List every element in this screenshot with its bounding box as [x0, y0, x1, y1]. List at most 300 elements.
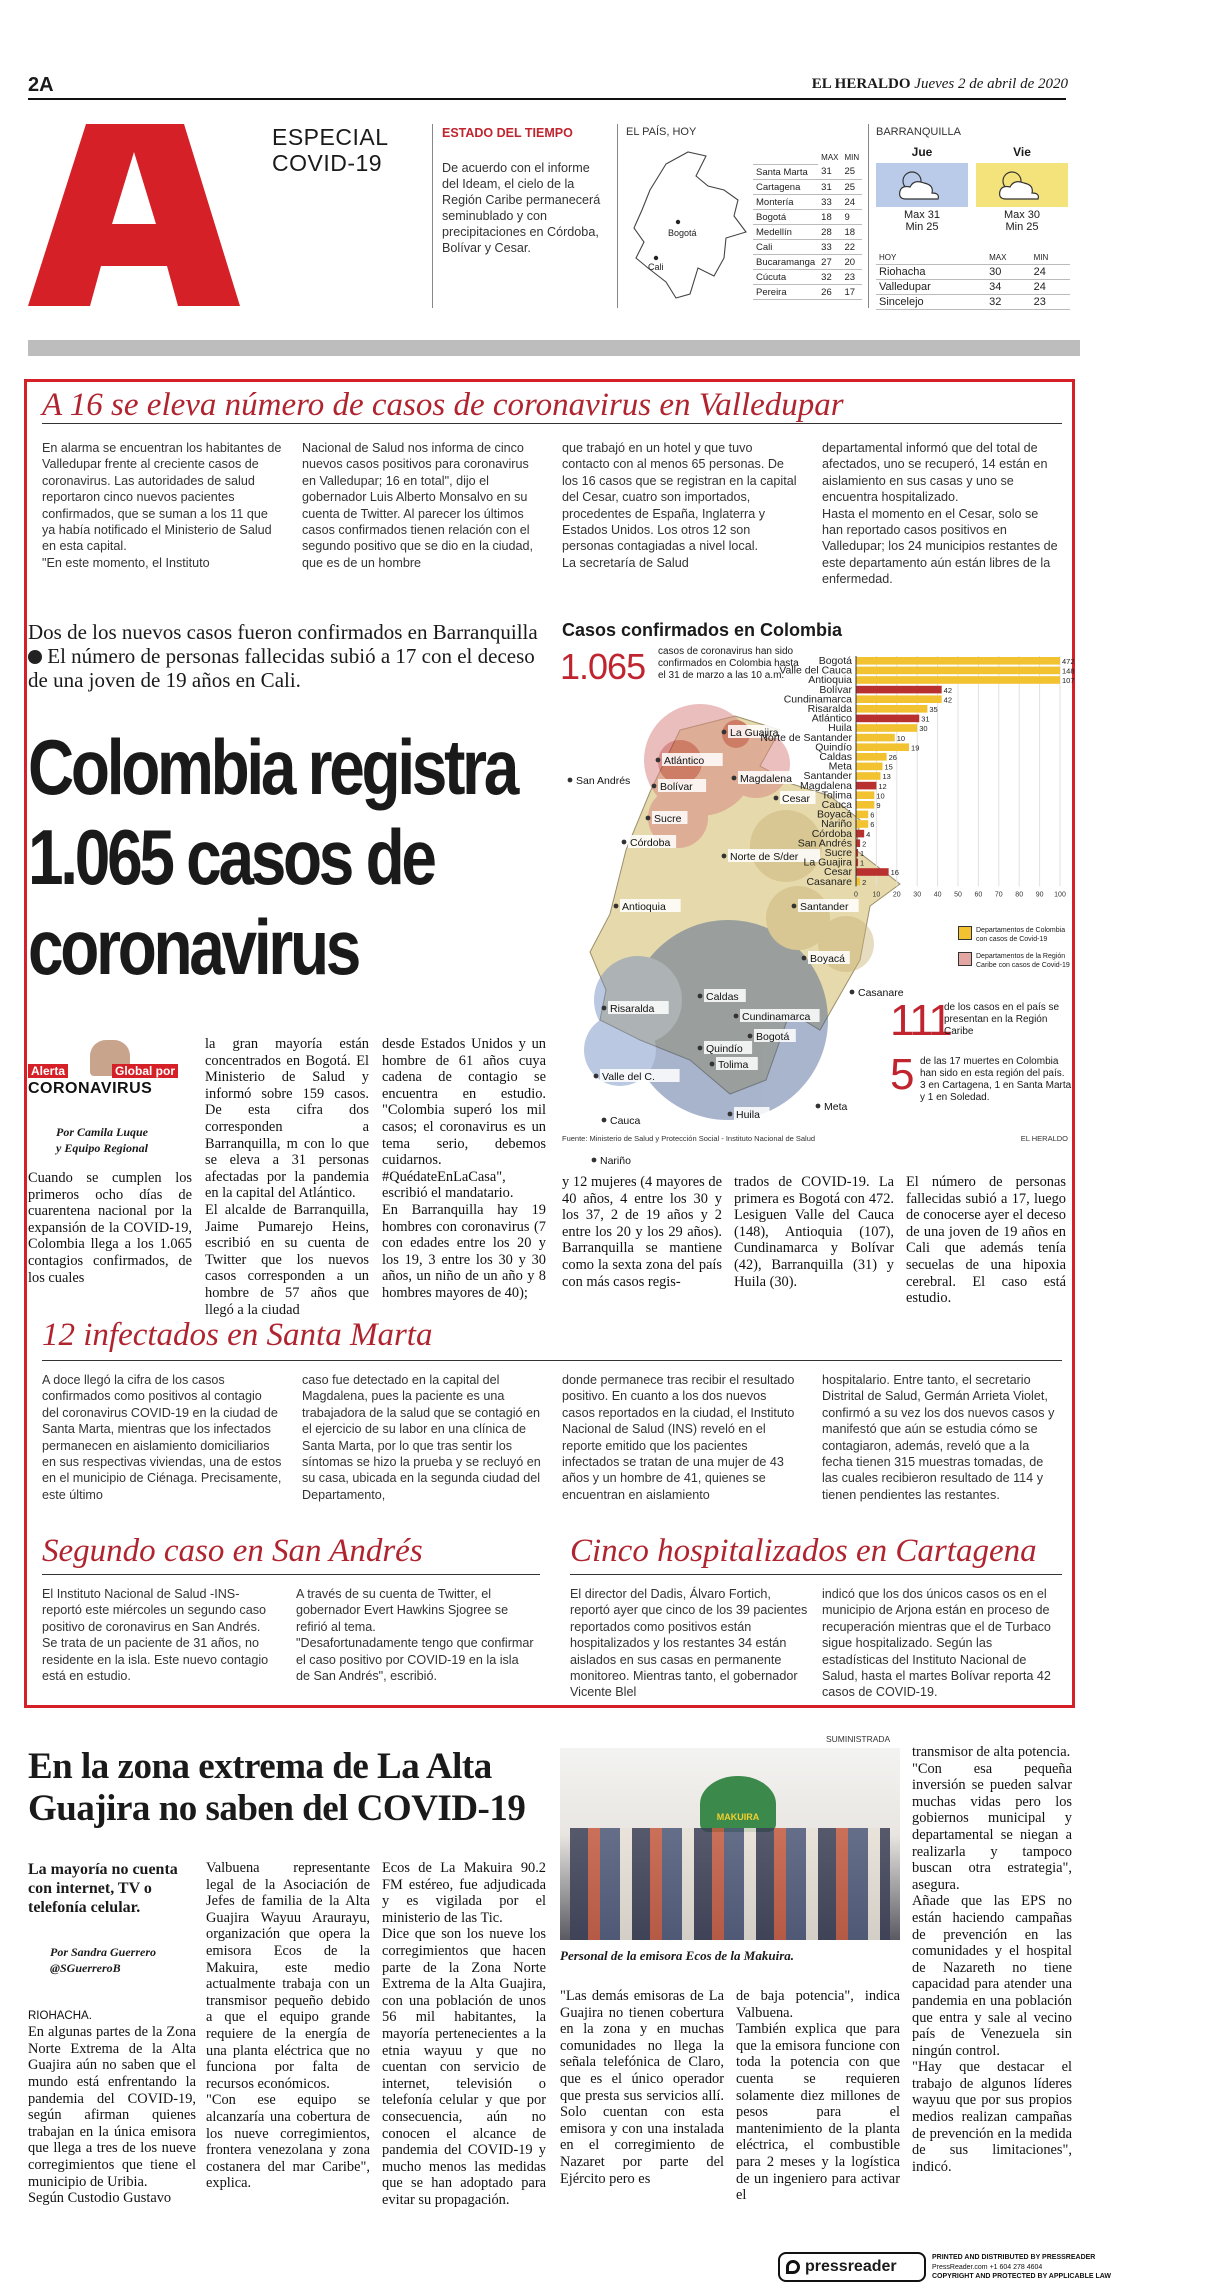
map-point	[698, 994, 703, 999]
category-label: Sucre	[824, 847, 852, 859]
value-label: 26	[888, 753, 897, 762]
sanandres-title: Segundo caso en San Andrés	[42, 1533, 423, 1569]
stat1	[890, 996, 1072, 1046]
city-min: 24	[842, 195, 863, 210]
city-row	[753, 225, 862, 240]
region-max: 32	[986, 295, 1030, 310]
main-byline-2: y Equipo Regional	[56, 1141, 149, 1155]
category-label: Meta	[828, 760, 852, 773]
bar	[856, 667, 1060, 675]
category-label: Boyacá	[816, 808, 852, 821]
map-point	[614, 904, 619, 909]
city-min: 22	[842, 240, 863, 255]
category-label: Valle del Cauca	[779, 664, 852, 677]
section-label	[272, 124, 389, 176]
city-min: 9	[842, 210, 863, 225]
category-label: Bogotá	[818, 655, 852, 667]
badge-alerta: Alerta	[28, 1064, 68, 1078]
map-point	[748, 1034, 753, 1039]
value-label: 12	[878, 781, 887, 791]
value-label: 6	[870, 810, 875, 820]
guajira-deck: La mayoría no cuenta con internet, TV o telefonía celular.	[28, 1861, 178, 1916]
value-label: 15	[884, 762, 893, 772]
city-name: Cúcuta	[753, 270, 818, 285]
city-row	[753, 180, 862, 195]
value-label: 6	[870, 820, 875, 830]
guajira-byline	[50, 1944, 156, 1976]
bar	[856, 686, 942, 694]
valledupar-rule	[42, 423, 1062, 424]
map-point	[850, 990, 855, 995]
map-point	[698, 1046, 703, 1051]
map-point	[734, 1014, 739, 1019]
valledupar-col-4: departamental informó que del total de afectados, uno se recuperó, 14 están en aislamiento en sus casas y uno se encuentra hospitalizado. Hasta el momento en el Cesar, solo se han reportado casos positivos en Valledupar; los 24 municipios restantes de este departamento aún están libres de la enfermedad.	[822, 441, 1058, 587]
infographic-title: Casos confirmados en Colombia	[562, 620, 843, 640]
value-label: 4	[866, 829, 871, 839]
city-name: Cali	[753, 240, 818, 255]
bar	[856, 743, 909, 751]
region-max: 30	[986, 265, 1030, 280]
value-label: 10	[896, 733, 906, 743]
bar	[856, 676, 1060, 684]
value-label: 472	[1062, 657, 1075, 666]
map-point	[722, 854, 727, 859]
value-label: 31	[921, 714, 930, 724]
map-label: Quindío	[706, 1043, 743, 1055]
guajira-col-1	[28, 1990, 196, 2207]
bar	[856, 820, 868, 828]
map-label: Meta	[824, 1101, 848, 1113]
map-label: San Andrés	[576, 775, 631, 787]
bar	[856, 782, 876, 790]
city-max: 26	[818, 285, 841, 300]
city-max: 27	[818, 255, 841, 270]
bar	[856, 878, 860, 886]
stat1-text: de los casos en el país se presentan en la Región Caribe	[944, 1002, 1060, 1037]
map-point	[602, 1118, 607, 1123]
guajira-col-6: transmisor de alta potencia. "Con esa pequeña inversión se pueden salvar muchas vidas pero los gobiernos municipal y departamental se niegan a realizarla y tampoco buscan otra estrategia", asegura. Añade que las EPS no están haciendo campañas de prevención en las comunidades y el hospital de Nazareth no tiene capacidad para atender una pandemia en una población que entra y sale al vecino país de Venezuela sin ningún control. "Hay que destacar el trabajo de algunos líderes wayuu que por sus propios medios realizan campañas de prevención en la medida de sus limitaciones", indicó.	[912, 1744, 1072, 2175]
region-header-hoy: HOY	[876, 250, 986, 265]
forecast-day-2-min: Min 25	[1005, 221, 1039, 233]
category-label: Santander	[803, 770, 852, 783]
category-label: Córdoba	[811, 827, 852, 840]
bullet-icon	[28, 650, 42, 664]
photo-caption: Personal de la emisora Ecos de la Makuira.	[560, 1948, 795, 1963]
map-label: Cundinamarca	[742, 1011, 811, 1023]
x-tick-label: 0	[854, 891, 858, 899]
forecast-day-1-min: Min 25	[905, 221, 939, 233]
x-tick-label: 70	[994, 891, 1003, 899]
guajira-dateline: RIOHACHA.	[28, 2009, 92, 2022]
city-row	[753, 195, 862, 210]
category-label: Cesar	[823, 866, 852, 879]
map-label: Atlántico	[664, 755, 705, 767]
forecast-day-1	[876, 145, 968, 235]
value-label: 10	[876, 791, 885, 801]
map-label: Huila	[736, 1109, 760, 1121]
photo-credit: SUMINISTRADA	[826, 1734, 891, 1744]
map-point	[602, 1006, 607, 1011]
map-label: Bogotá	[756, 1031, 790, 1043]
value-label: 1	[860, 858, 865, 868]
legend-item-caribbean	[958, 952, 1070, 970]
main-byline-1: Por Camila Luque	[56, 1125, 149, 1139]
city-max: 31	[818, 165, 841, 180]
guajira-col-1-text: En algunas partes de la Zona Norte Extrema de la Alta Guajira aún no saben que el mundo está enfrentando la pandemia del COVID-19, según afirman quienes trabajan en la única emisora que llega a tres de los nueve corregimientos que tiene el municipio de Uribia. Según Custodio Gustavo	[28, 2024, 196, 2207]
city-name: Medellín	[753, 225, 818, 240]
bar	[856, 791, 874, 799]
cartagena-title: Cinco hospitalizados en Cartagena	[570, 1533, 1037, 1569]
region-row	[876, 280, 1070, 295]
legend	[958, 926, 1070, 970]
x-tick-label: 50	[954, 891, 962, 899]
category-label: Cauca	[821, 799, 852, 811]
cartagena-rule	[570, 1574, 1062, 1575]
pressreader-notice-2: PressReader.com +1 604 278 4604	[932, 2263, 1043, 2271]
category-label: Antioquia	[808, 674, 852, 687]
legend-label-national: Departamentos de Colombia con casos de Covid-19	[976, 927, 1066, 943]
header-divider-1	[432, 124, 433, 308]
city-min: 20	[842, 255, 863, 270]
map-point	[568, 778, 573, 783]
region-city: Sincelejo	[876, 295, 986, 310]
value-label: 9	[876, 801, 881, 810]
region-weather-table	[876, 250, 1070, 310]
city-name: Montería	[753, 195, 818, 210]
city-min: 23	[842, 270, 863, 285]
stat2-number: 5	[890, 1050, 915, 1099]
bar	[856, 657, 1060, 665]
alerta-badge	[28, 1040, 196, 1100]
country-weather-title: EL PAÍS, HOY	[626, 126, 697, 138]
stat2-text: de las 17 muertes en Colombia han sido en esta región del país. 3 en Cartagena, 1 en Santa Marta y 1 en Soledad.	[920, 1056, 1072, 1103]
header-rule	[28, 98, 1066, 100]
cloudy-icon	[876, 163, 968, 207]
forecast-day-2-max: Max 30	[1003, 209, 1041, 221]
header-divider-2	[617, 124, 618, 308]
x-tick-label: 80	[1015, 891, 1024, 899]
bar	[856, 801, 874, 809]
valledupar-col-2: Nacional de Salud nos informa de cinco nuevos casos positivos para coronavirus en Valledupar; 16 en total", dijo el gobernador Luis Alberto Monsalvo en su cuenta de Twitter. Al parecer los últimos casos confirmados tienen relación con el segundo positivo que se dio en la ciudad, que es de un hombre	[302, 441, 534, 570]
colombia-outline-map	[626, 146, 751, 306]
value-label: 42	[943, 695, 953, 705]
region-row	[876, 295, 1070, 310]
bar	[856, 705, 927, 713]
map-label: Casanare	[858, 987, 904, 999]
value-label: 107	[1062, 676, 1075, 686]
bar	[856, 715, 919, 723]
city-name: Bogotá	[753, 210, 818, 225]
city-name: Cartagena	[753, 180, 818, 195]
local-weather-title: BARRANQUILLA	[876, 126, 961, 138]
map-point	[722, 730, 727, 735]
bar	[856, 734, 895, 742]
main-headline-1: Colombia registra	[28, 723, 517, 811]
pressreader-notice-1: PRINTED AND DISTRIBUTED BY PRESSREADER	[932, 2254, 1096, 2261]
map-label: Norte de S/der	[730, 851, 799, 863]
map-label: Magdalena	[740, 773, 792, 785]
newspaper-name: EL HERALDO	[811, 76, 911, 92]
map-label: Córdoba	[630, 837, 671, 849]
sun-cloud-icon-2	[976, 163, 1068, 207]
guajira-col-3: Ecos de La Makuira 90.2 FM estéreo, fue adjudicada y es vigilada por el ministerio de las Tic. Dice que son los nueve los corregimientos que hacen parte de la Zona Norte Extrema de la Alta Guajira, con una población de unos 56 mil habitantes, la mayoría pertenecientes a la etnia wayuu y que no cuentan con servicio de internet, televisión o telefonía celular y que por consecuencia, aún no conocen el alcance de pandemia del COVID-19 y mucho menos las medidas que se han adoptado para evitar su propagación.	[382, 1860, 546, 2208]
x-tick-label: 90	[1035, 891, 1044, 899]
city-name: Bucaramanga	[753, 255, 818, 270]
map-label: Valle del C.	[602, 1071, 655, 1083]
country-weather-table	[753, 150, 862, 300]
pressreader-notice	[932, 2253, 1111, 2282]
region-header-max: MAX	[986, 250, 1030, 265]
guajira-headline-1: En la zona extrema de La Alta	[28, 1746, 492, 1787]
map-point	[816, 1104, 821, 1109]
main-headline-2: 1.065 casos de	[28, 813, 434, 901]
value-label: 19	[911, 743, 920, 753]
main-byline	[56, 1124, 148, 1156]
bar	[856, 839, 860, 847]
map-point	[594, 1074, 599, 1079]
section-letter-logo	[28, 124, 240, 306]
guajira-col-4: "Las demás emisoras de La Guajira no tienen cobertura en la zona y en muchas comunidades no llega la señala telefónica de Claro, que es el único operador que presta sus servicios allí. Solo cuentan con esta emisora y con una instalada en el corregimiento de Nazaret por parte del Ejército pero es	[560, 1988, 724, 2187]
category-label: Huila	[828, 722, 852, 735]
region-city: Riohacha	[876, 265, 986, 280]
region-min: 24	[1031, 265, 1070, 280]
map-label: Nariño	[600, 1155, 631, 1167]
city-max: 33	[818, 195, 841, 210]
x-tick-label: 60	[974, 891, 983, 899]
map-label: Sucre	[654, 813, 682, 825]
santamarta-col-2: caso fue detectado en la capital del Magdalena, pues la paciente es una trabajadora de la salud que se contagió en el ejercicio de su labor en una clínica de Santa Marta, por lo que tras sentir los síntomas se hizo la prueba y se recluyó en su casa, ubicada en la segunda ciudad del Departamento,	[302, 1373, 541, 1502]
main-headline	[28, 722, 517, 992]
main-col-4: y 12 mujeres (4 mayores de 40 años, 4 entre los 30 y los 37, 2 de 19 años y 2 entre los 20 y los 29 años). Barranquilla se mantiene como la sexta zona del país con más casos regis-	[562, 1174, 722, 1290]
map-point	[622, 840, 627, 845]
bar	[856, 724, 917, 732]
city-min: 25	[842, 165, 863, 180]
map-label: Caldas	[706, 991, 739, 1003]
people-group	[570, 1828, 890, 1940]
map-label-cali: Cali	[648, 262, 664, 272]
region-row	[876, 265, 1070, 280]
bar	[856, 763, 883, 771]
category-label: Risaralda	[807, 703, 852, 715]
bar	[856, 695, 942, 703]
x-tick-label: 100	[1054, 891, 1066, 899]
category-label: Atlántico	[811, 712, 852, 725]
city-max: 28	[818, 225, 841, 240]
value-label: 148	[1062, 666, 1075, 676]
map-point	[646, 816, 651, 821]
infographic-big-text: casos de coronavirus han sido confirmados en Colombia hasta el 31 de marzo a las 10 a.m.	[658, 646, 799, 681]
map-point	[802, 956, 807, 961]
forecast-day-1-name: Jue	[911, 145, 933, 159]
stat2	[890, 1050, 1072, 1116]
infographic-source: Fuente: Ministerio de Salud y Protección Social - Instituto Nacional de Salud	[562, 1134, 816, 1143]
guajira-byline-1: Por Sandra Guerrero	[50, 1945, 157, 1959]
map-label: Risaralda	[610, 1003, 655, 1015]
main-deck	[28, 620, 548, 692]
pressreader-logo[interactable]	[778, 2252, 926, 2282]
category-label: Quindío	[815, 741, 852, 754]
issue-date: Jueves 2 de abril de 2020	[914, 76, 1068, 92]
category-label: Magdalena	[800, 779, 852, 792]
category-label: Bolívar	[819, 683, 852, 696]
region-header-min: MIN	[1031, 250, 1070, 265]
infographic-big-number: 1.065	[560, 646, 646, 687]
valledupar-title: A 16 se eleva número de casos de coronavirus en Valledupar	[42, 387, 844, 423]
region-min: 24	[1031, 280, 1070, 295]
region-max: 34	[986, 280, 1030, 295]
value-label: 16	[890, 868, 899, 878]
category-label: Nariño	[821, 818, 852, 831]
infographic	[560, 620, 1075, 1167]
region-min: 23	[1031, 295, 1070, 310]
bar	[856, 811, 868, 819]
weather-text: De acuerdo con el informe del Ideam, el cielo de la Región Caribe permanecerá seminublado y con precipitaciones en Córdoba, Bolívar y Cesar.	[442, 161, 601, 255]
value-label: 13	[882, 772, 891, 782]
valledupar-col-1: En alarma se encuentran los habitantes de Valledupar frente al creciente casos de coronavirus. Las autoridades de salud reportaron cinco nuevos pacientes confirmados, que se suman a los 11 que ya había notificado el Ministerio de Salud en esta capital. "En este momento, el Instituto	[42, 441, 282, 570]
city-max: 31	[818, 180, 841, 195]
map-label: Antioquia	[622, 901, 666, 913]
section-label-2: COVID-19	[272, 150, 383, 176]
x-tick-label: 40	[933, 891, 942, 899]
cartagena-col-2: indicó que los dos únicos casos os en el municipio de Arjona están en proceso de recuperación mientras que el de Turbaco sigue hospitalizado. Según las estadísticas del Instituto Nacional de Salud, hasta el martes Bolívar reporta 42 casos de COVID-19.	[822, 1587, 1051, 1700]
category-label: San Andrés	[797, 837, 852, 850]
map-point	[728, 1112, 733, 1117]
masthead-date	[812, 76, 1068, 93]
legend-swatch-national	[958, 926, 972, 940]
legend-label-caribbean: Departamentos de la Región Caribe con casos de Covid-19	[976, 953, 1070, 969]
guajira-headline	[28, 1746, 568, 1830]
region-city: Valledupar	[876, 280, 986, 295]
map-label-bogota: Bogotá	[668, 228, 697, 238]
sanandres-col-2: A través de su cuenta de Twitter, el gobernador Evert Hawkins Sjogree se refirió al tema. "Desafortunadamente tengo que confirmar el caso positivo por COVID-19 en la isla de San Andrés", escribió.	[296, 1587, 534, 1684]
main-col-5: trados de COVID-19. La primera es Bogotá con 472. Lesiguen Valle del Cauca (148), Antioquia (107), Cundinamarca y Bolívar (42), Barranquilla (31) y Huila (30).	[734, 1174, 894, 1290]
guajira-headline-2: Guajira no saben del COVID-19	[28, 1788, 526, 1829]
pressreader-notice-3: COPYRIGHT AND PROTECTED BY APPLICABLE LAW	[932, 2273, 1112, 2280]
value-label: 2	[862, 877, 867, 887]
legend-item-national	[958, 926, 1070, 944]
category-label: Caldas	[819, 751, 852, 763]
guajira-byline-2: @SGuerreroB	[50, 1961, 121, 1975]
value-label: 1	[860, 849, 865, 858]
cases-bar-chart	[730, 650, 1075, 920]
sanandres-col-1: El Instituto Nacional de Salud -INS- reportó este miércoles un segundo caso positivo de coronavirus en San Andrés. Se trata de un paciente de 31 años, no residente en la isla. Este nuevo contagio está en estudio.	[42, 1587, 269, 1684]
bar	[856, 753, 887, 761]
x-tick-label: 20	[892, 891, 901, 899]
x-tick-label: 30	[913, 891, 922, 899]
map-label: La Guajira	[730, 727, 779, 739]
city-min: 25	[842, 180, 863, 195]
main-headline-3: coronavirus	[28, 903, 359, 991]
city-row	[753, 285, 862, 300]
guajira-col-2: Valbuena representante legal de la Asociación de Jefes de familia de la Alta Guajira Wayuu Araurayu, organización que opera la emisora Ecos de la Makuira, este medio actualmente trabaja con un transmisor pequeño debido a que el equipo grande requiere de la energía de una planta eléctrica que no funciona por falta de recursos económicos. "Con ese equipo se alcanzaría una cobertura de los nueve corregimientos, frontera venezolana y zona costanera del mar Caribe", explica.	[206, 1860, 370, 2192]
santamarta-col-1: A doce llegó la cifra de los casos confirmados como positivos al contagio del coronavirus COVID-19 en la ciudad de Santa Marta, mientras que los infectados permanecen en aislamiento domiciliarios en sus respectivas viviendas, una de estos en el municipio de Ciénaga. Precisamente, este último	[42, 1373, 282, 1502]
main-deck-a: Dos de los nuevos casos fueron confirmados en Barranquilla	[28, 620, 538, 644]
pressreader-wordmark: pressreader	[805, 2258, 897, 2275]
badge-coronavirus: CORONAVIRUS	[28, 1080, 153, 1097]
city-row	[753, 240, 862, 255]
santamarta-col-3: donde permanece tras recibir el resultado positivo. En cuanto a los dos nuevos casos reportados en la ciudad, el Instituto Nacional de Salud (INS) reveló en el reporte emitido que los pacientes infectados se tratan de una mujer de 43 años y un hombre de 41, quienes se encuentran en aislamiento	[562, 1373, 795, 1502]
station-banner	[700, 1776, 776, 1832]
city-max: 32	[818, 270, 841, 285]
value-label: 42	[943, 685, 953, 695]
santamarta-title: 12 infectados en Santa Marta	[42, 1317, 433, 1353]
page-number: 2A	[28, 74, 54, 96]
main-col-3: desde Estados Unidos y un hombre de 61 años cuya cadena de contagio se encuentra en estudio. "Colombia superó los mil casos; el coronavirus es un tema serio, debemos cuidarnos. #QuédateEnLaCasa", escribió el mandatario. En Barranquilla hay 19 hombres con coronavirus (7 con edades entre los 20 y los 19, 3 entre los 30 y 30 años, un niño de un año y 8 hombres mayores de 40);	[382, 1036, 546, 1301]
city-row	[753, 165, 862, 180]
x-tick-label: 10	[872, 891, 881, 899]
station-banner-text: MAKUIRA	[716, 1812, 760, 1822]
main-col-1: Cuando se cumplen los primeros ocho días de cuarentena nacional por la expansión de la COVID-19, Colombia llega a los 1.065 contagios confirmados, de los cuales	[28, 1170, 192, 1286]
main-deck-b: El número de personas fallecidas subió a 17 con el deceso de una joven de 19 años en Cali.	[28, 644, 535, 692]
city-max: 18	[818, 210, 841, 225]
value-label: 2	[862, 839, 867, 849]
city-row	[753, 210, 862, 225]
legend-swatch-caribbean	[958, 952, 972, 966]
map-point	[710, 1062, 715, 1067]
stat1-number: 111	[890, 996, 951, 1045]
radio-staff-photo	[560, 1748, 900, 1940]
city-min: 18	[842, 225, 863, 240]
value-label: 35	[929, 705, 938, 714]
weather-title: ESTADO DEL TIEMPO	[442, 126, 573, 140]
cartagena-col-1: El director del Dadis, Álvaro Fortich, reportó ayer que cinco de los 39 pacientes reportados como positivos están hospitalizados y los restantes 34 están aislados en sus casas en permanente monitoreo. Mientras tanto, el gobernador Vicente Blel	[570, 1587, 808, 1700]
guajira-col-5: de baja potencia", indica Valbuena. También explica que para que la emisora funcione con toda la potencia con que cuenta se requieren solamente diez millones de pesos para el mantenimiento de la planta eléctrica, el combustible para 2 meses y la logística de un ingeniero para activar el	[736, 1988, 900, 2204]
country-header-min: MIN	[844, 152, 860, 162]
map-label: Cesar	[782, 793, 811, 805]
badge-top-row	[28, 1062, 178, 1080]
map-label: Bolívar	[660, 781, 693, 793]
header-gray-band	[28, 340, 1080, 356]
map-label: Santander	[800, 901, 849, 913]
category-label: Norte de Santander	[760, 731, 852, 744]
santamarta-rule	[42, 1360, 1062, 1361]
city-name: Pereira	[753, 285, 818, 300]
value-label: 30	[919, 724, 928, 734]
valledupar-col-3: que trabajó en un hotel y que tuvo contacto con al menos 65 personas. De los 16 casos que se registran en la capital del Cesar, cuatro son importados, procedentes de España, Inglaterra y Estados Unidos. Los otros 12 son personas contagiadas a nivel local. La secretaría de Salud	[562, 441, 797, 570]
country-header-max: MAX	[821, 152, 839, 162]
section-label-1: ESPECIAL	[272, 124, 389, 150]
city-row	[753, 255, 862, 270]
bar	[856, 868, 889, 876]
main-col-2: la gran mayoría están concentrados en Bogotá. El Ministerio de Salud y informó sobre 159 casos. De esta cifra dos corresponden a Barranquilla, m con lo que se eleva a 31 personas afectadas por la pandemia en la capital del Atlántico. El alcalde de Barranquilla, Jaime Pumarejo Heins, escribió en su cuenta de Twitter que los nuevos casos corresponden a un hombre de 57 años que llegó a la ciudad	[205, 1036, 369, 1318]
category-label: Cundinamarca	[783, 693, 852, 706]
bar	[856, 830, 864, 838]
forecast-day-1-max: Max 31	[903, 209, 941, 221]
map-point	[592, 1158, 597, 1163]
forecast-day-2	[976, 145, 1068, 235]
city-min: 17	[842, 285, 863, 300]
forecast-day-2-name: Vie	[1013, 145, 1031, 159]
header-divider-3	[868, 124, 869, 308]
category-label: Casanare	[806, 875, 852, 888]
category-label: La Guajira	[803, 856, 852, 869]
santamarta-col-4: hospitalario. Entre tanto, el secretario Distrital de Salud, Germán Arrieta Violet, confirmó a su vez los dos nuevos casos y manifestó que aún se estudia cómo se contagiaron, además, reveló que a la fecha tienen 315 muestras tomadas, de las cuales recibieron resultado de 114 y tienen pendientes las restantes.	[822, 1373, 1055, 1502]
map-label: Tolima	[718, 1059, 749, 1071]
bar	[856, 772, 880, 780]
map-label: Cauca	[610, 1115, 641, 1127]
pressreader-icon	[786, 2260, 800, 2274]
city-name: Santa Marta	[753, 165, 818, 180]
main-col-6: El número de personas fallecidas subió a 17, luego de conocerse ayer el deceso de una joven de 19 años en Cali que además tenía secuelas de una hipoxia cerebral. El caso está estudio.	[906, 1174, 1066, 1307]
category-label: Tolima	[821, 789, 852, 802]
sanandres-rule	[42, 1574, 540, 1575]
map-point	[656, 758, 661, 763]
city-max: 33	[818, 240, 841, 255]
map-label: Boyacá	[810, 953, 846, 965]
badge-global: Global por	[112, 1064, 178, 1078]
map-point	[652, 784, 657, 789]
city-row	[753, 270, 862, 285]
